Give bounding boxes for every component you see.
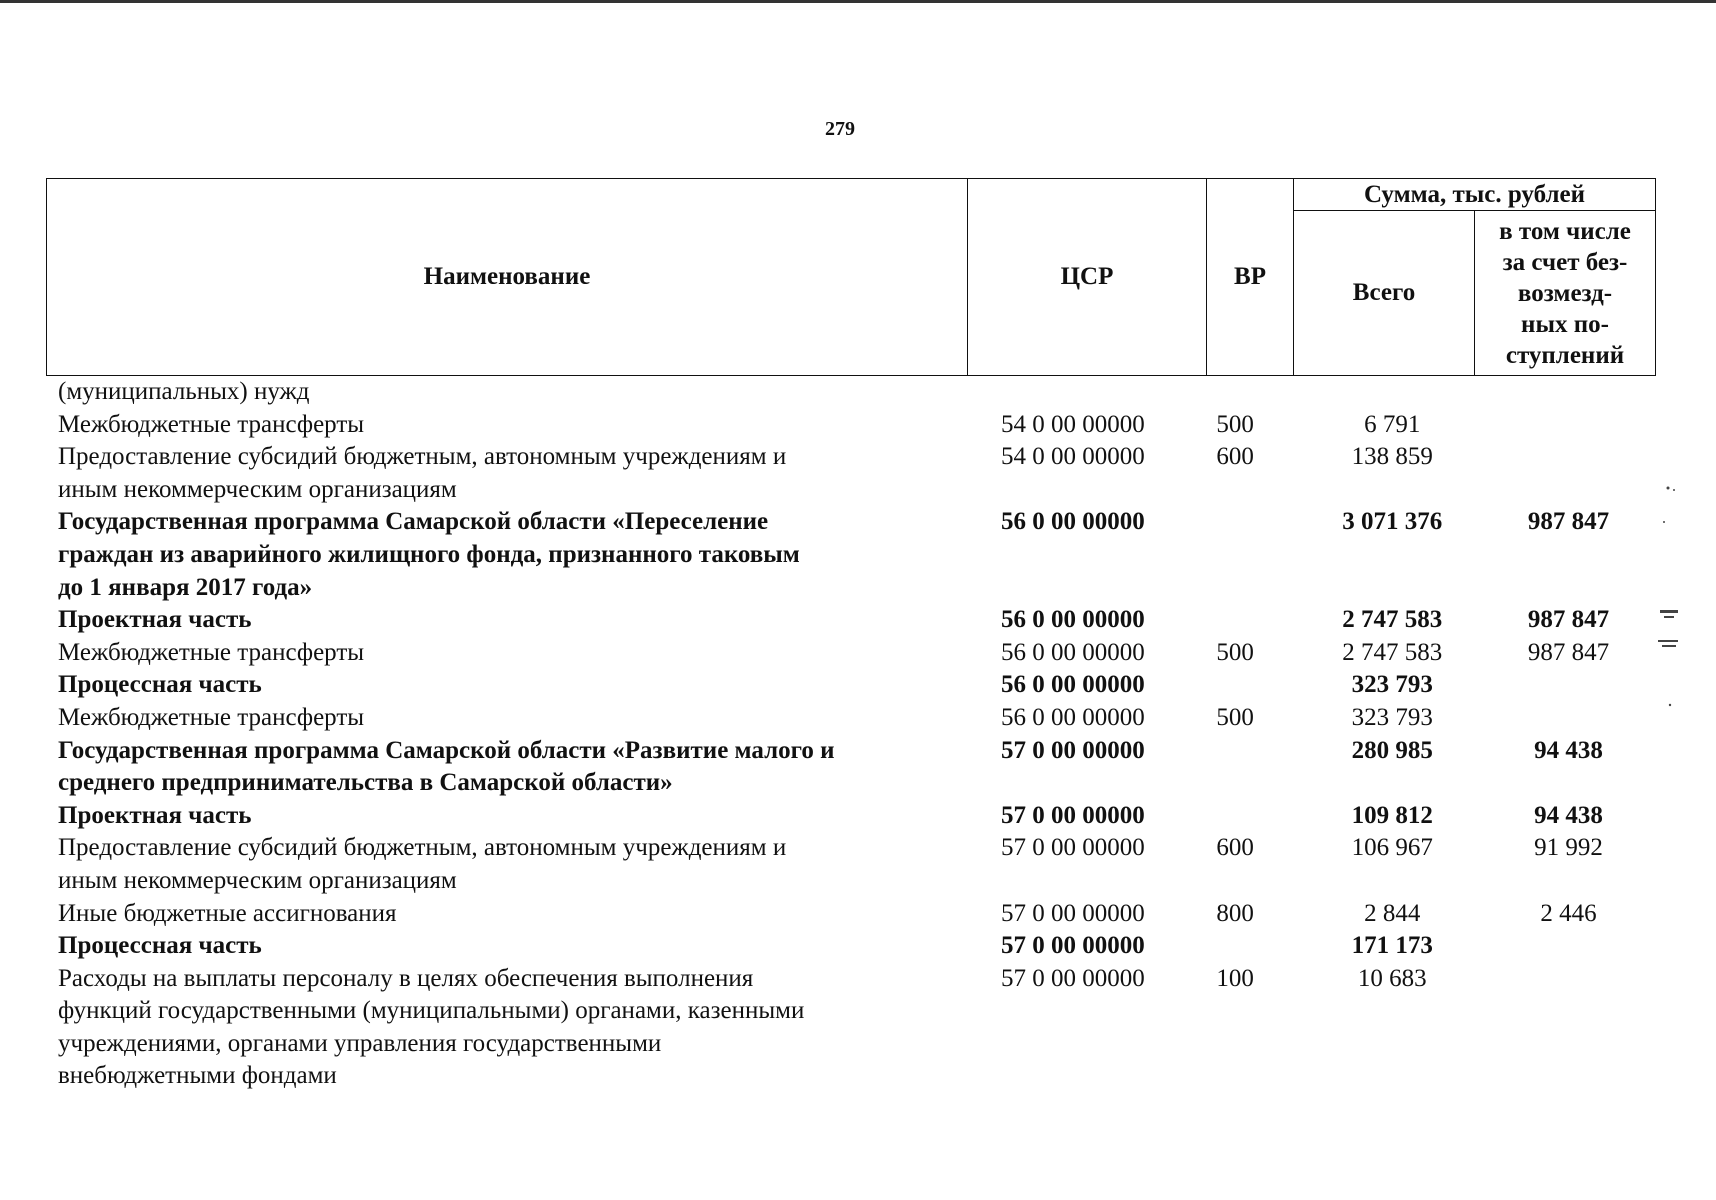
row-total-cell: 106 967 (1351, 834, 1433, 862)
table-row (58, 898, 1658, 931)
row-name-cell: Государственная программа Самарской области «Развитие малого и среднего предпринимательства в Самарской области» (58, 736, 835, 797)
row-csr-cell: 56 0 00 00000 (1001, 638, 1145, 666)
table-row (58, 441, 1658, 506)
row-csr-cell: 56 0 00 00000 (1001, 703, 1145, 731)
table-row (58, 702, 1658, 735)
row-total-cell: 109 812 (1351, 801, 1433, 829)
table-row (58, 637, 1658, 670)
row-csr-cell: 57 0 00 00000 (1001, 801, 1145, 829)
row-csr-cell: 56 0 00 00000 (1001, 671, 1145, 699)
row-total-cell: 6 791 (1364, 410, 1421, 438)
row-vr-cell: 600 (1216, 443, 1254, 471)
row-vr-cell: 100 (1216, 964, 1254, 992)
row-total-cell: 10 683 (1357, 964, 1427, 992)
row-vr-cell: 800 (1216, 899, 1254, 927)
row-name-cell: Процессная часть (58, 932, 262, 960)
row-name-cell: Расходы на выплаты персоналу в целях обеспечения выполнения функций государственными (муниципальными) органами, казенными учреждениями, органами управления государственными внебюджетными фондами (58, 964, 805, 1090)
row-total-cell: 2 747 583 (1342, 606, 1443, 634)
row-total-cell: 3 071 376 (1342, 508, 1443, 536)
page-number: 279 (825, 118, 855, 140)
row-free-cell: 987 847 (1527, 508, 1610, 536)
row-name-cell: Процессная часть (58, 671, 262, 699)
row-free-cell: 94 438 (1534, 736, 1603, 764)
row-csr-cell: 57 0 00 00000 (1001, 834, 1145, 862)
row-total-cell: 138 859 (1351, 443, 1433, 471)
row-name-cell: Проектная часть (58, 606, 252, 634)
row-csr-cell: 56 0 00 00000 (1001, 606, 1145, 634)
table-row (58, 669, 1658, 702)
row-csr-cell: 56 0 00 00000 (1001, 508, 1145, 536)
row-name-cell: Межбюджетные трансферты (58, 638, 365, 666)
row-name-cell: Предоставление субсидий бюджетным, автономным учреждениям и иным некоммерческим организациям (58, 443, 787, 503)
row-total-cell: 280 985 (1351, 736, 1433, 764)
table-row (58, 832, 1658, 897)
table-row (58, 376, 1658, 409)
header-csr: ЦСР (968, 179, 1207, 376)
table-row (58, 604, 1658, 637)
scan-noise-marks (1656, 480, 1696, 780)
row-name-cell: Межбюджетные трансферты (58, 703, 365, 731)
table-row (58, 506, 1658, 604)
row-total-cell: 323 793 (1351, 703, 1433, 731)
row-free-cell: 987 847 (1527, 606, 1610, 634)
row-name-cell: (муниципальных) нужд (58, 378, 310, 405)
row-csr-cell: 54 0 00 00000 (1001, 410, 1145, 438)
row-csr-cell: 57 0 00 00000 (1001, 736, 1145, 764)
header-free-receipts: в том числе за счет без- возмезд- ных по- ступлений (1475, 211, 1656, 376)
table-body (58, 376, 1658, 1093)
table-row (58, 735, 1658, 800)
row-total-cell: 2 844 (1364, 899, 1421, 927)
table-row (58, 963, 1658, 1093)
row-vr-cell: 500 (1216, 638, 1254, 666)
row-name-cell: Предоставление субсидий бюджетным, автономным учреждениям и иным некоммерческим организациям (58, 834, 787, 894)
header-total: Всего (1294, 211, 1475, 376)
table-header (46, 178, 1656, 376)
row-vr-cell: 500 (1216, 703, 1254, 731)
top-border-line (0, 0, 1716, 3)
row-csr-cell: 57 0 00 00000 (1001, 964, 1145, 992)
row-total-cell: 323 793 (1351, 671, 1433, 699)
row-vr-cell: 500 (1216, 410, 1254, 438)
row-csr-cell: 57 0 00 00000 (1001, 932, 1145, 960)
row-vr-cell: 600 (1216, 834, 1254, 862)
row-name-cell: Межбюджетные трансферты (58, 410, 365, 438)
row-name-cell: Государственная программа Самарской области «Переселение граждан из аварийного жилищного фонда, признанного таковым до 1 января 2017 года» (58, 508, 800, 601)
row-free-cell: 987 847 (1527, 638, 1610, 666)
row-csr-cell: 54 0 00 00000 (1001, 443, 1145, 471)
row-csr-cell: 57 0 00 00000 (1001, 899, 1145, 927)
table-row (58, 409, 1658, 442)
row-free-cell: 94 438 (1534, 801, 1603, 829)
row-free-cell: 2 446 (1540, 899, 1597, 927)
row-total-cell: 171 173 (1351, 932, 1433, 960)
row-free-cell: 91 992 (1534, 834, 1603, 862)
row-total-cell: 2 747 583 (1342, 638, 1443, 666)
table-row (58, 800, 1658, 833)
header-name: Наименование (47, 179, 968, 376)
header-sum-group: Сумма, тыс. рублей (1294, 179, 1656, 211)
header-vr: ВР (1207, 179, 1294, 376)
row-name-cell: Проектная часть (58, 801, 252, 829)
table-row (58, 930, 1658, 963)
row-name-cell: Иные бюджетные ассигнования (58, 899, 397, 927)
